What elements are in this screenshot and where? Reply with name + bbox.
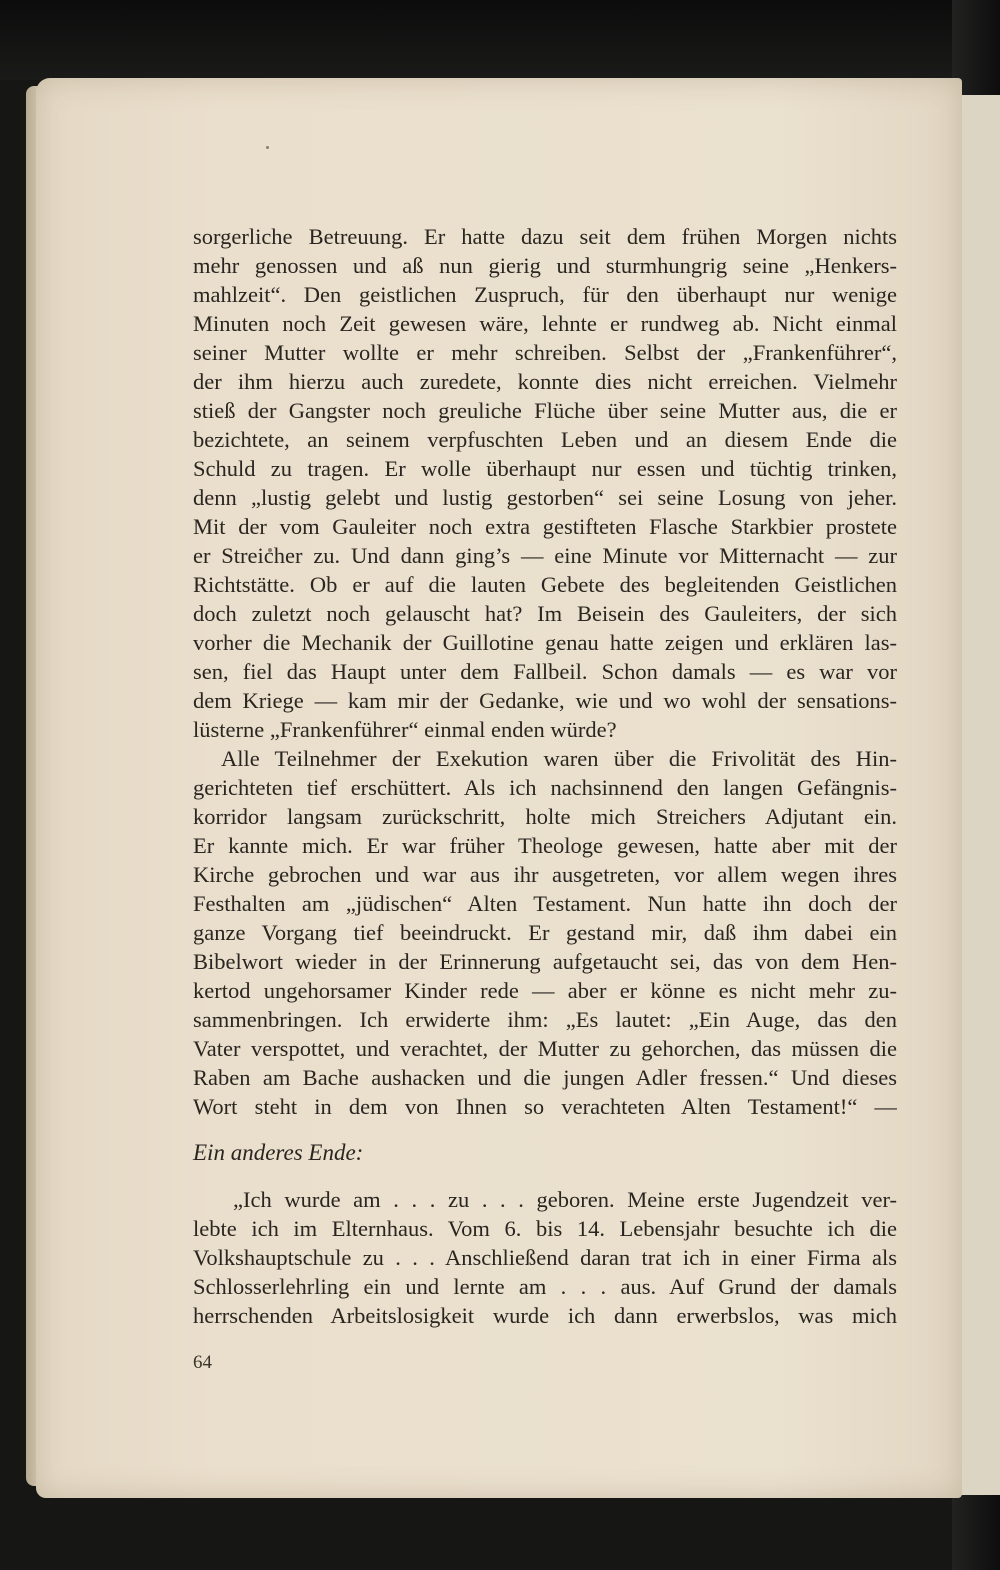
text-line: Er kannte mich. Er war früher Theologe gewesen, hatte aber mit der xyxy=(193,833,897,858)
text-line: bezichtete, an seinem verpfuschten Leben und an diesem Ende die xyxy=(193,427,897,452)
text-line: lüsterne „Frankenführer“ einmal enden würde? xyxy=(193,717,617,742)
text-line: Mit der vom Gauleiter noch extra gestifteten Flasche Starkbier prostete xyxy=(193,514,897,539)
text-line: kertod ungehorsamer Kinder rede — aber er könne es nicht mehr zu- xyxy=(193,978,897,1003)
text-line: Wort steht in dem von Ihnen so verachteten Alten Testament!“ — xyxy=(193,1094,897,1119)
text-line: Vater verspottet, und verachtet, der Mutter zu gehorchen, das müssen die xyxy=(193,1036,897,1061)
text-line: mahlzeit“. Den geistlichen Zuspruch, für den überhaupt nur wenige xyxy=(193,282,897,307)
body-text-top xyxy=(193,222,897,1121)
section-heading: Ein anderes Ende: xyxy=(193,1140,364,1165)
text-line: mehr genossen und aß nun gierig und sturmhungrig seine „Henkers- xyxy=(193,253,897,278)
text-line: sorgerliche Betreuung. Er hatte dazu seit dem frühen Morgen nichts xyxy=(193,224,897,249)
text-line: gerichteten tief erschüttert. Als ich nachsinnend den langen Gefängnis- xyxy=(193,775,897,800)
text-line: seiner Mutter wollte er mehr schreiben. Selbst der „Frankenführer“, xyxy=(193,340,897,365)
text-line: Richtstätte. Ob er auf die lauten Gebete des begleitenden Geistlichen xyxy=(193,572,897,597)
text-line: dem Kriege — kam mir der Gedanke, wie und wo wohl der sensations- xyxy=(193,688,897,713)
page-number: 64 xyxy=(193,1352,212,1373)
text-line: Schuld zu tragen. Er wolle überhaupt nur essen und tüchtig trinken, xyxy=(193,456,897,481)
text-line: vorher die Mechanik der Guillotine genau hatte zeigen und erklären las- xyxy=(193,630,897,655)
body-text-bottom xyxy=(193,1185,897,1330)
text-line: sammenbringen. Ich erwiderte ihm: „Es lautet: „Ein Auge, das den xyxy=(193,1007,897,1032)
text-line: Alle Teilnehmer der Exekution waren über die Frivolität des Hin- xyxy=(221,746,897,771)
text-line: herrschenden Arbeitslosigkeit wurde ich dann erwerbslos, was mich xyxy=(193,1303,897,1328)
text-line: Bibelwort wieder in der Erinnerung aufgetaucht sei, das von dem Hen- xyxy=(193,949,897,974)
text-line: stieß der Gangster noch greuliche Flüche über seine Mutter aus, die er xyxy=(193,398,897,423)
text-line: Schlosserlehrling ein und lernte am . . . aus. Auf Grund der damals xyxy=(193,1274,897,1299)
text-line: Minuten noch Zeit gewesen wäre, lehnte er rundweg ab. Nicht einmal xyxy=(193,311,897,336)
text-line: „Ich wurde am . . . zu . . . geboren. Meine erste Jugendzeit ver- xyxy=(233,1187,897,1212)
text-line: Kirche gebrochen und war aus ihr ausgetreten, vor allem wegen ihres xyxy=(193,862,897,887)
text-line: Festhalten am „jüdischen“ Alten Testament. Nun hatte ihn doch der xyxy=(193,891,897,916)
text-line: korridor langsam zurückschritt, holte mich Streichers Adjutant ein. xyxy=(193,804,897,829)
text-line: ganze Vorgang tief beeindruckt. Er gestand mir, daß ihm dabei ein xyxy=(193,920,897,945)
text-line: doch zuletzt noch gelauscht hat? Im Beisein des Gauleiters, der sich xyxy=(193,601,897,626)
text-line: denn „lustig gelebt und lustig gestorben“ sei seine Losung von jeher. xyxy=(193,485,897,510)
text-line: er Streicher zu. Und dann ging’s — eine Minute vor Mitternacht — zur xyxy=(193,543,897,568)
text-line: lebte ich im Elternhaus. Vom 6. bis 14. Lebensjahr besuchte ich die xyxy=(193,1216,897,1241)
text-line: Volkshauptschule zu . . . Anschließend daran trat ich in einer Firma als xyxy=(193,1245,897,1270)
text-line: Raben am Bache aushacken und die jungen Adler fressen.“ Und dieses xyxy=(193,1065,897,1090)
dark-background xyxy=(0,0,1000,80)
paper-speck xyxy=(266,146,269,149)
text-line: sen, fiel das Haupt unter dem Fallbeil. Schon damals — es war vor xyxy=(193,659,897,684)
text-line: der ihm hierzu auch zuredete, konnte dies nicht erreichen. Vielmehr xyxy=(193,369,897,394)
